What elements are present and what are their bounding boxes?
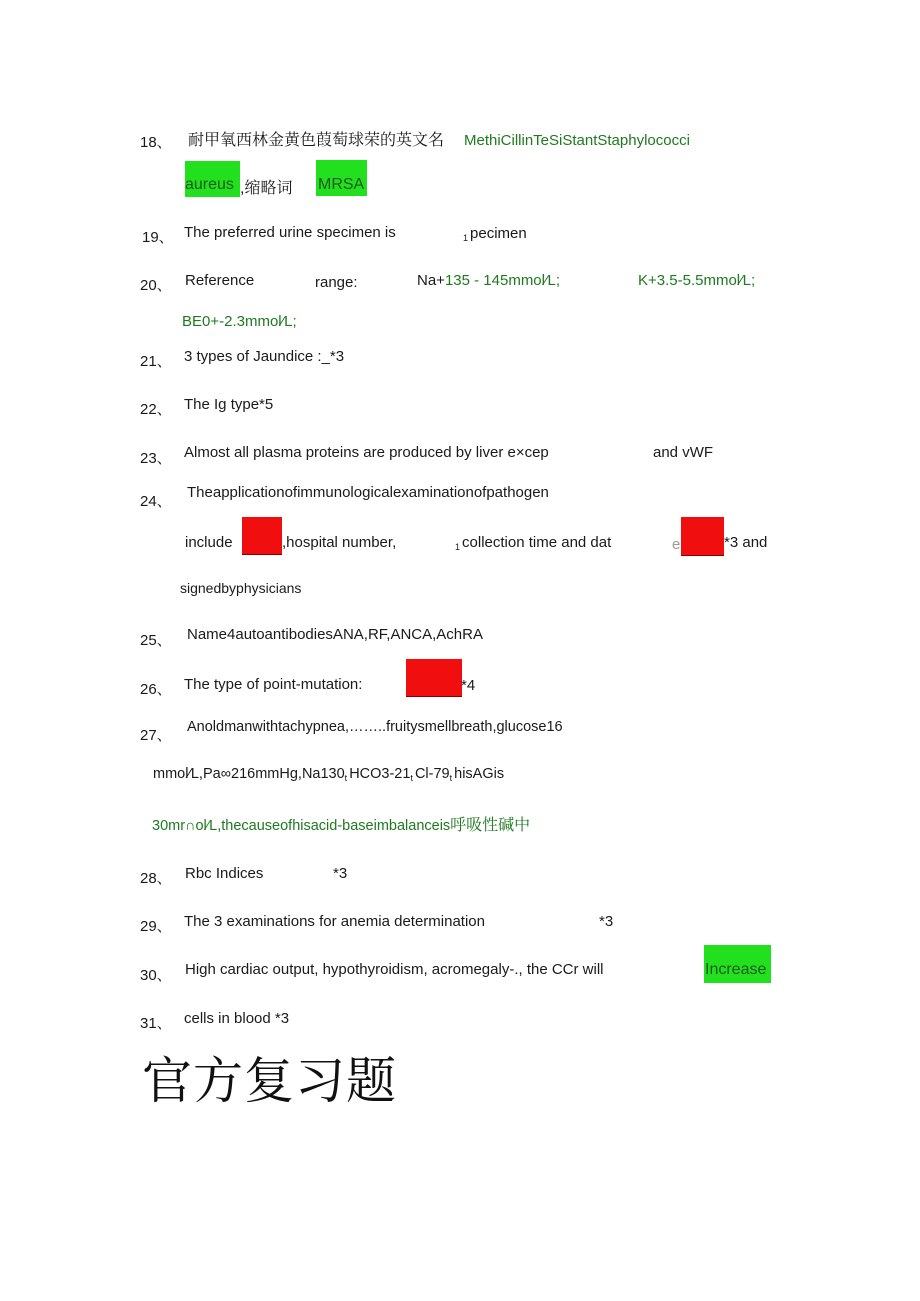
redacted-box-3 — [406, 659, 462, 697]
item-20-range-label: range: — [315, 274, 358, 291]
item-29-tail: *3 — [599, 913, 614, 930]
item-27-sub-1: t — [344, 773, 348, 783]
item-29-question: The 3 examinations for anemia determination — [184, 913, 485, 930]
item-number-26: 26、 — [140, 681, 172, 698]
item-18-abbrev-label: ,缩略词 — [240, 180, 293, 197]
item-30-question: High cardiac output, hypothyroidism, acromegaly-., the CCr will — [185, 961, 604, 978]
item-number-18: 18、 — [140, 134, 172, 151]
item-number-21: 21、 — [140, 353, 172, 370]
item-24-hospital: ,hospital number, — [282, 534, 397, 551]
redacted-box-1 — [242, 517, 282, 555]
item-26-tail: *4 — [461, 677, 476, 694]
item-27-line2a: mmol⁄L,Pa∞216mmHg,Na130 — [153, 766, 345, 782]
item-27-line3a: 30mr∩ol⁄L,thecauseofhisacid-baseimbalanceis — [152, 818, 451, 834]
item-19-tail-text: pecimen — [470, 225, 527, 242]
item-27-answer-cn: 呼吸性碱中 — [450, 817, 531, 834]
item-18-question: 耐甲氧西林金黄色葭萄球荣的英文名 — [188, 132, 445, 149]
item-24-collection — [455, 534, 611, 556]
item-number-19: 19、 — [142, 229, 174, 246]
item-18-answer-mrsa: MRSA — [318, 176, 365, 193]
item-31-question: cells in blood *3 — [184, 1010, 290, 1027]
item-28-tail: *3 — [333, 865, 348, 882]
item-23-question: Almost all plasma proteins are produced by liver e×cep — [184, 444, 549, 461]
redacted-box-2 — [681, 517, 724, 556]
item-20-label: Reference — [185, 272, 255, 289]
item-27-line2d: hisAGis — [454, 766, 505, 782]
item-20-k-value: K+3.5-5.5mmol⁄L; — [638, 272, 756, 289]
item-19-sub: 1 — [463, 233, 469, 243]
item-25-question: Name4autoantibodiesANA,RF,ANCA,AchRA — [187, 626, 483, 643]
item-27-line2b: HCO3-21 — [349, 766, 411, 782]
item-number-29: 29、 — [140, 918, 172, 935]
item-24-e-char: e — [672, 536, 681, 553]
item-28-question: Rbc Indices — [185, 865, 264, 882]
item-number-31: 31、 — [140, 1015, 172, 1032]
item-20-na-prefix: Na+ — [417, 272, 445, 289]
item-number-30: 30、 — [140, 967, 172, 984]
item-number-24: 24、 — [140, 493, 172, 510]
item-23-tail: and vWF — [653, 444, 714, 461]
item-18-answer-aureus: aureus — [185, 176, 234, 193]
item-27-line3 — [152, 817, 530, 835]
item-27-sub-3: t — [449, 773, 453, 783]
item-number-27: 27、 — [140, 727, 172, 744]
item-24-line3: signedbyphysicians — [180, 580, 302, 596]
item-24-sub: 1 — [455, 542, 461, 552]
item-27-line2 — [153, 765, 504, 787]
item-27-line1: Anoldmanwithtachypnea,……..fruitysmellbreath,glucose16 — [187, 719, 563, 735]
item-27-line2c: Cl-79 — [414, 766, 450, 782]
item-18-answer-english: MethiCillinTeSiStantStaphylococci — [464, 132, 690, 149]
item-19-question: The preferred urine specimen is — [184, 224, 396, 241]
item-number-28: 28、 — [140, 870, 172, 887]
footer-title: 官方复习题 — [142, 1052, 397, 1110]
item-number-20: 20、 — [140, 277, 172, 294]
item-number-25: 25、 — [140, 632, 172, 649]
item-24-collection-text: collection time and dat — [462, 534, 612, 551]
item-20-na — [417, 272, 560, 290]
item-24-include: include — [185, 534, 233, 551]
item-20-be-value: BE0+-2.3mmol⁄L; — [182, 313, 297, 330]
item-19-tail — [463, 225, 527, 247]
item-27-sub-2: t — [410, 773, 413, 783]
item-number-23: 23、 — [140, 450, 172, 467]
item-24-line1: Theapplicationofimmunologicalexaminationofpathogen — [187, 484, 549, 501]
item-20-na-value: 135 - 145mmol⁄L; — [444, 272, 561, 289]
item-30-answer: Increase — [705, 961, 767, 978]
item-26-question: The type of point-mutation: — [184, 676, 363, 693]
item-number-22: 22、 — [140, 401, 172, 418]
item-22-question: The Ig type*5 — [184, 396, 274, 413]
item-21-question: 3 types of Jaundice :_*3 — [184, 348, 345, 365]
item-24-star3: *3 and — [724, 534, 768, 551]
